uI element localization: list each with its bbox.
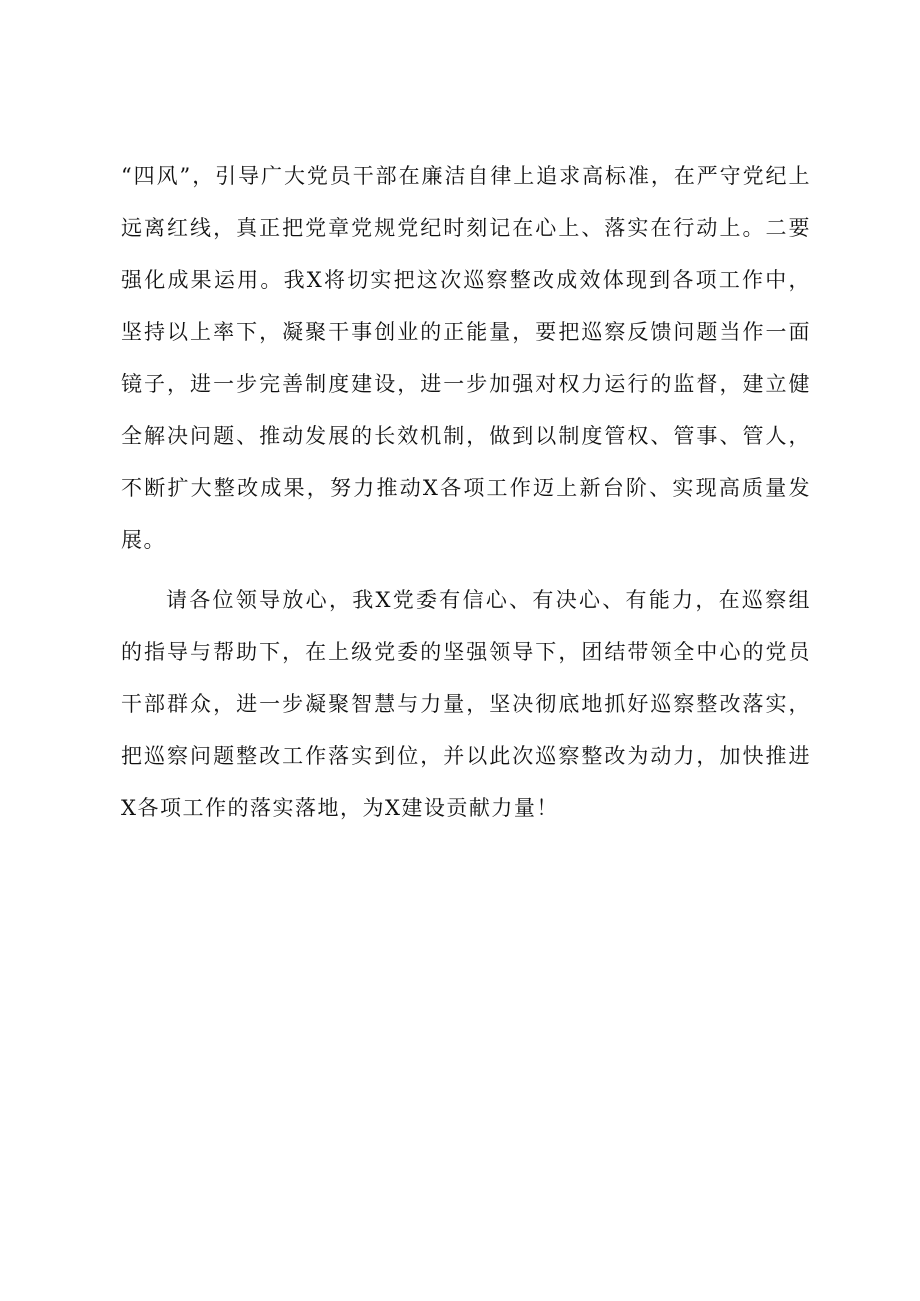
paragraph-closing: 请各位领导放心，我X党委有信心、有决心、有能力，在巡察组的指导与帮助下，在上级党委的坚强领导下，团结带领全中心的党员干部群众，进一步凝聚智慧与力量，坚决彻底地抓好巡察整改落实，把巡察问题整改工作落实到位，并以此次巡察整改为动力，加快推进X各项工作的落实落地，为X建设贡献力量！ (121, 588, 811, 820)
document-body (121, 150, 811, 834)
paragraph-continuation: “四风”，引导广大党员干部在廉洁自律上追求高标准，在严守党纪上远离红线，真正把党章党规党纪时刻记在心上、落实在行动上。二要强化成果运用。我X将切实把这次巡察整改成效体现到各项工作中，坚持以上率下，凝聚干事创业的正能量，要把巡察反馈问题当作一面镜子，进一步完善制度建设，进一步加强对权力运行的监督，建立健全解决问题、推动发展的长效机制，做到以制度管权、管事、管人，不断扩大整改成果，努力推动X各项工作迈上新台阶、实现高质量发展。 (121, 164, 811, 552)
